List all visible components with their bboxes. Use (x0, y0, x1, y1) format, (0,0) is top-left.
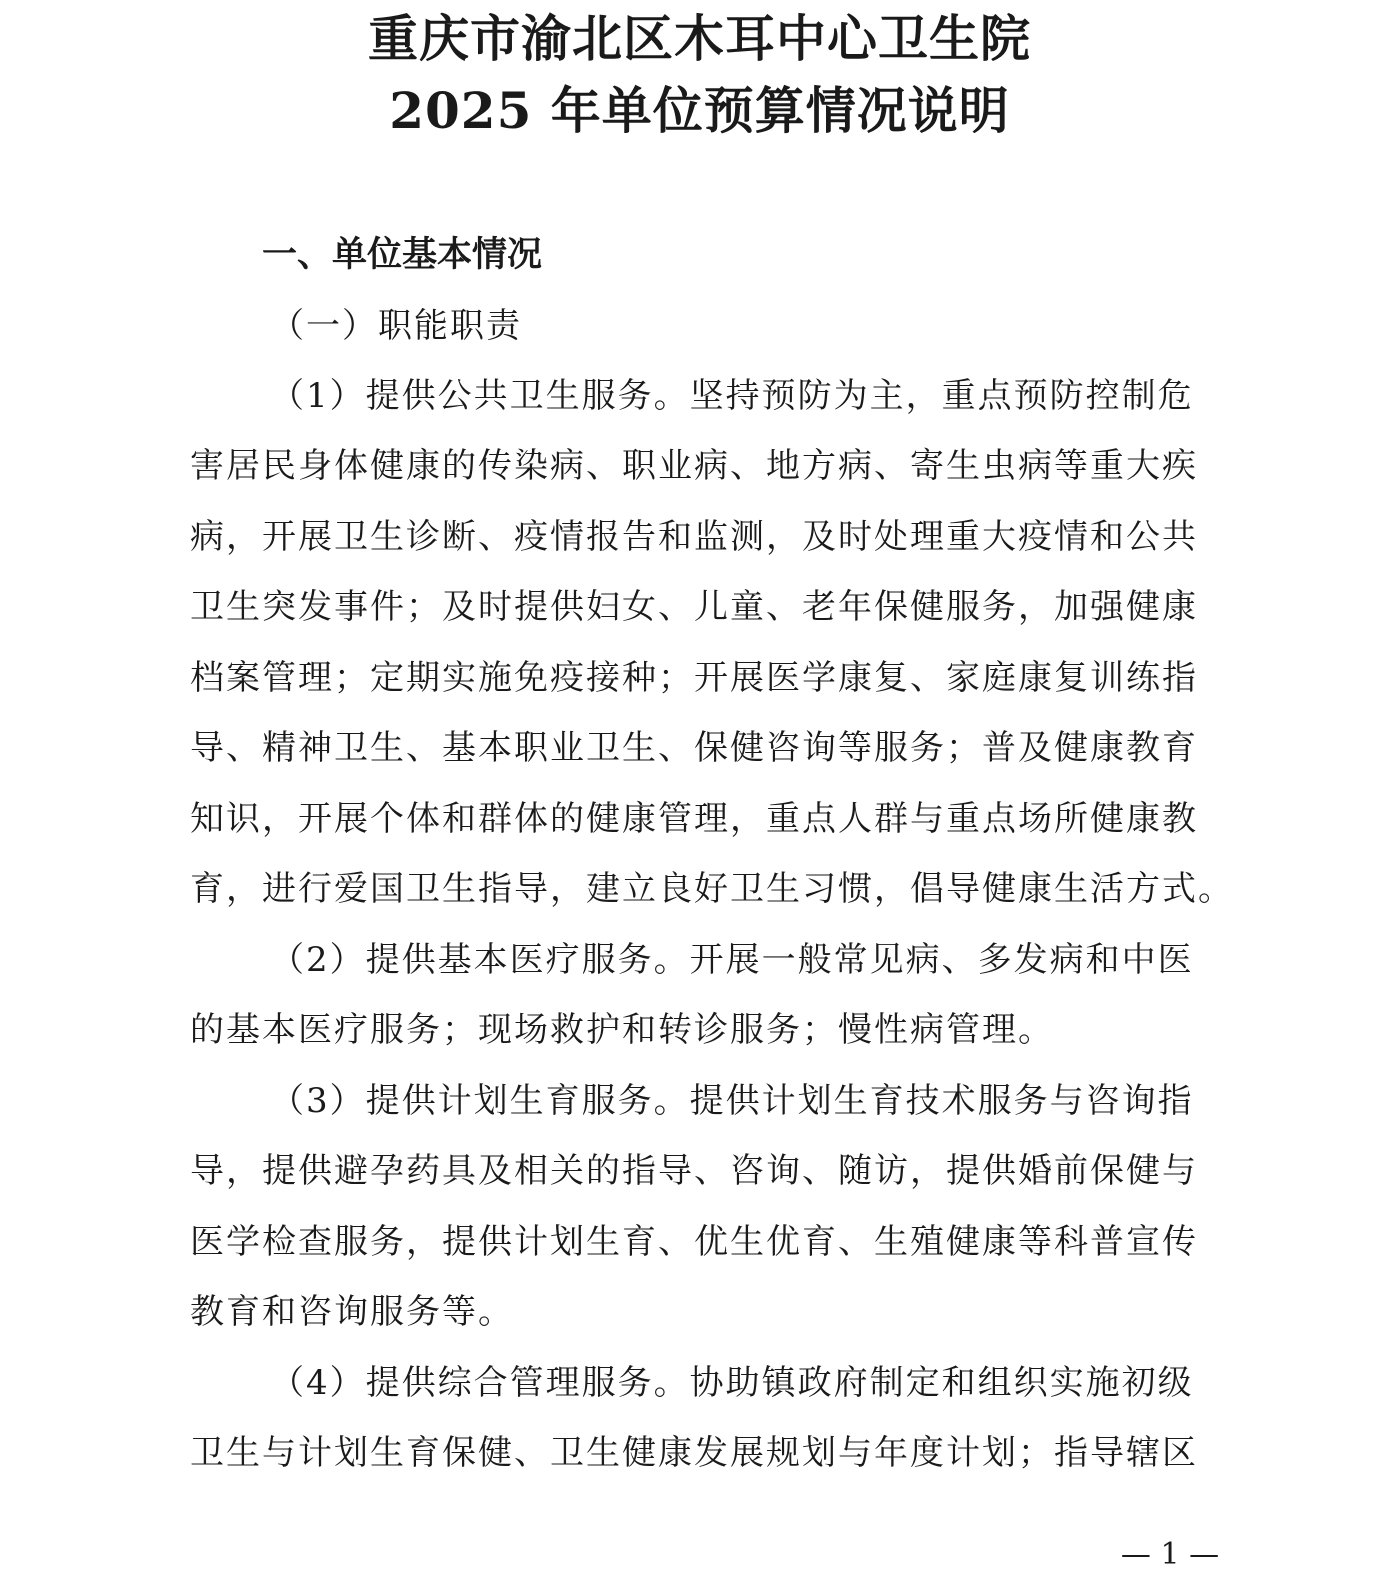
paragraph-2-line-2: 的基本医疗服务；现场救护和转诊服务；慢性病管理。 (190, 1010, 1054, 1050)
document-title-line1: 重庆市渝北区木耳中心卫生院 (368, 9, 1031, 68)
subsection-heading: （一）职能职责 (270, 306, 522, 346)
paragraph-3-line-1: （3）提供计划生育服务。提供计划生育技术服务与咨询指 (270, 1081, 1194, 1121)
page-number: — 1 — (1120, 1537, 1220, 1572)
paragraph-4-line-2: 卫生与计划生育保健、卫生健康发展规划与年度计划；指导辖区 (190, 1433, 1198, 1473)
paragraph-3-line-4: 教育和咨询服务等。 (190, 1292, 514, 1332)
paragraph-1-line-4: 卫生突发事件；及时提供妇女、儿童、老年保健服务，加强健康 (190, 587, 1198, 627)
paragraph-2-line-1: （2）提供基本医疗服务。开展一般常见病、多发病和中医 (270, 940, 1194, 980)
section-heading: 一、单位基本情况 (262, 235, 543, 275)
paragraph-4-line-1: （4）提供综合管理服务。协助镇政府制定和组织实施初级 (270, 1363, 1194, 1403)
paragraph-3-line-3: 医学检查服务，提供计划生育、优生优育、生殖健康等科普宣传 (190, 1222, 1198, 1262)
paragraph-1-line-8: 育，进行爱国卫生指导，建立良好卫生习惯，倡导健康生活方式。 (190, 869, 1234, 909)
paragraph-1-line-1: （1）提供公共卫生服务。坚持预防为主，重点预防控制危 (270, 376, 1194, 416)
paragraph-1-line-5: 档案管理；定期实施免疫接种；开展医学康复、家庭康复训练指 (190, 658, 1198, 698)
document-title-line2: 2025 年单位预算情况说明 (389, 81, 1010, 140)
paragraph-1-line-3: 病，开展卫生诊断、疫情报告和监测，及时处理重大疫情和公共 (190, 517, 1198, 557)
paragraph-1-line-2: 害居民身体健康的传染病、职业病、地方病、寄生虫病等重大疾 (190, 446, 1198, 486)
paragraph-1-line-6: 导、精神卫生、基本职业卫生、保健咨询等服务；普及健康教育 (190, 728, 1198, 768)
paragraph-3-line-2: 导，提供避孕药具及相关的指导、咨询、随访，提供婚前保健与 (190, 1151, 1198, 1191)
paragraph-1-line-7: 知识，开展个体和群体的健康管理，重点人群与重点场所健康教 (190, 799, 1198, 839)
